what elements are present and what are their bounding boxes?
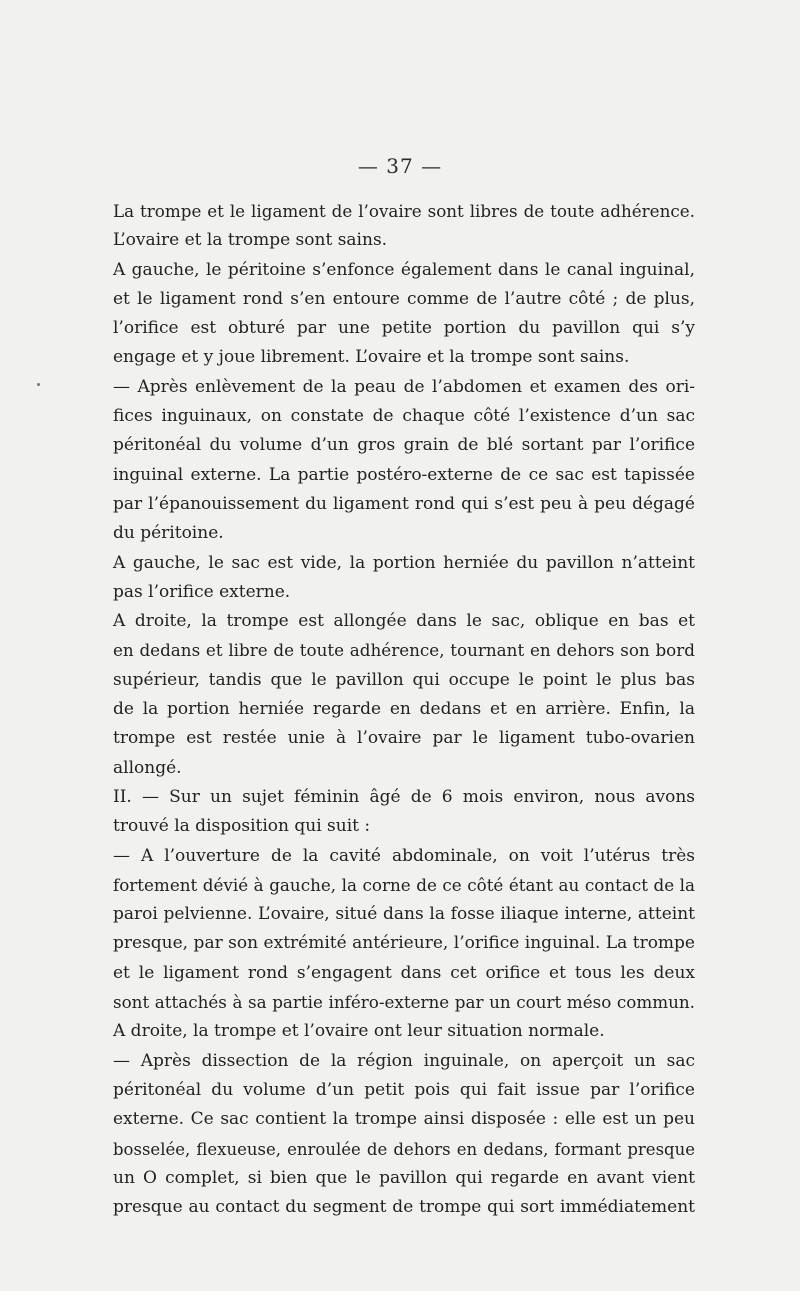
text-line: supérieur, tandis que le pavillon qui occupe le point le plus bas	[113, 669, 695, 690]
text-line: externe. Ce sac contient la trompe ainsi disposée : elle est un peu	[113, 1109, 695, 1130]
text-line: l’orifice est obturé par une petite portion du pavillon qui s’y	[113, 318, 695, 339]
text-line: A gauche, le péritoine s’enfonce également dans le canal inguinal,	[113, 259, 695, 280]
text-line: — A l’ouverture de la cavité abdominale, on voit l’utérus très	[113, 845, 695, 866]
text-line: fices inguinaux, on constate de chaque côté l’existence d’un sac	[113, 406, 695, 427]
text-line: trompe est restée unie à l’ovaire par le ligament tubo-ovarien	[113, 728, 695, 749]
text-line: fortement dévié à gauche, la corne de ce côté étant au contact de la	[113, 874, 695, 895]
text-line: par l’épanouissement du ligament rond qui s’est peu à peu dégagé	[113, 493, 695, 514]
text-line: paroi pelvienne. L’ovaire, situé dans la fosse iliaque interne, atteint	[113, 904, 695, 925]
text-line: du péritoine.	[113, 523, 224, 544]
text-line: A droite, la trompe et l’ovaire ont leur situation normale.	[113, 1021, 605, 1042]
page-number: — 37 —	[357, 154, 443, 178]
body-text	[113, 197, 695, 1222]
text-line: presque au contact du segment de trompe qui sort immédiatement	[113, 1197, 695, 1218]
paper-speck	[37, 383, 40, 386]
text-line: péritonéal du volume d’un gros grain de blé sortant par l’orifice	[113, 435, 695, 456]
text-line: La trompe et le ligament de l’ovaire sont libres de toute adhérence.	[113, 201, 695, 221]
text-line: A gauche, le sac est vide, la portion herniée du pavillon n’atteint	[113, 552, 695, 573]
text-line: péritonéal du volume d’un petit pois qui fait issue par l’orifice	[113, 1079, 695, 1100]
text-line: II. — Sur un sujet féminin âgé de 6 mois environ, nous avons	[113, 786, 695, 807]
text-line: et le ligament rond s’engagent dans cet orifice et tous les deux	[113, 962, 695, 983]
text-line: en dedans et libre de toute adhérence, tournant en dehors son bord	[113, 640, 695, 661]
text-line: L’ovaire et la trompe sont sains.	[113, 230, 388, 251]
text-line: un O complet, si bien que le pavillon qui regarde en avant vient	[113, 1167, 695, 1188]
text-line: A droite, la trompe est allongée dans le sac, oblique en bas et	[113, 611, 695, 632]
text-line: sont attachés à sa partie inféro-externe par un court méso commun.	[113, 992, 695, 1013]
text-line: engage et y joue librement. L’ovaire et la trompe sont sains.	[113, 347, 630, 368]
text-line: de la portion herniée regarde en dedans et en arrière. Enfin, la	[113, 699, 695, 720]
text-line: et le ligament rond s’en entoure comme de l’autre côté ; de plus,	[113, 288, 695, 309]
text-line: — Après dissection de la région inguinale, on aperçoit un sac	[113, 1050, 695, 1071]
text-line: pas l’orifice externe.	[113, 581, 291, 602]
text-line: inguinal externe. La partie postéro-externe de ce sac est tapissée	[113, 464, 695, 485]
text-line: presque, par son extrémité antérieure, l’orifice inguinal. La trompe	[113, 933, 695, 954]
text-line: allongé.	[113, 757, 182, 778]
text-line: trouvé la disposition qui suit :	[113, 816, 371, 837]
text-line: — Après enlèvement de la peau de l’abdomen et examen des ori-	[113, 376, 695, 397]
text-line: bosselée, flexueuse, enroulée de dehors en dedans, formant presque	[113, 1139, 695, 1159]
